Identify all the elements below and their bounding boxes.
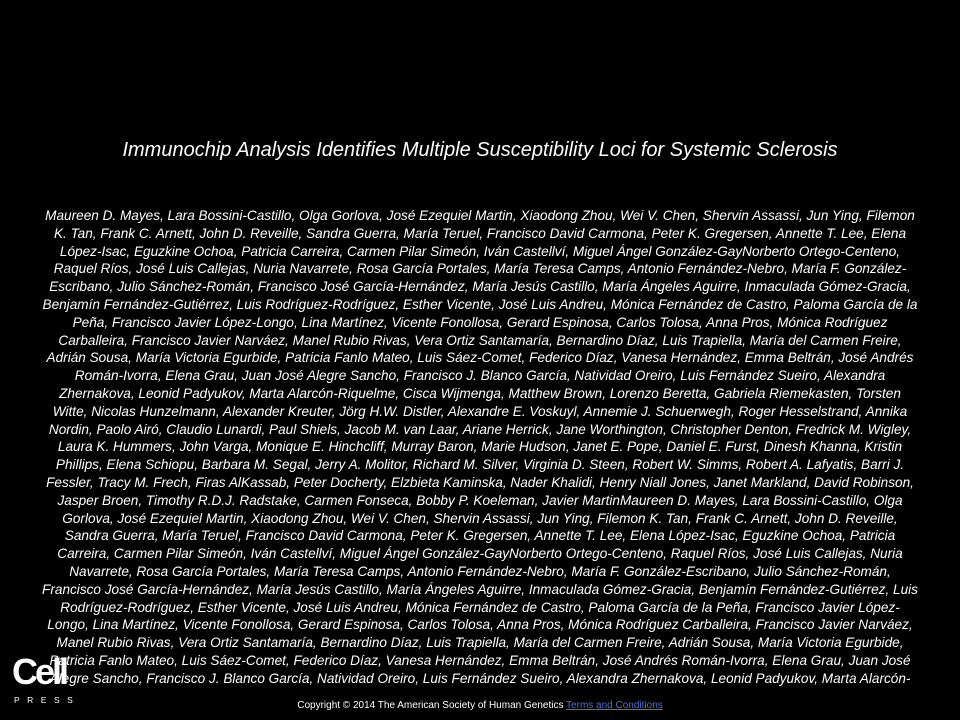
- footer: [0, 700, 960, 712]
- press-logo-word: PRESS: [14, 695, 81, 705]
- slide-title: Immunochip Analysis Identifies Multiple Susceptibility Loci for Systemic Sclerosis: [122, 139, 838, 161]
- copyright-text: Copyright © 2014 The American Society of Human Genetics: [297, 700, 567, 711]
- terms-link[interactable]: Terms and Conditions: [566, 700, 663, 711]
- author-list: Maureen D. Mayes, Lara Bossini-Castillo, Olga Gorlova, José Ezequiel Martin, Xiaodong Zhou, Wei V. Chen, Shervin Assassi, Jun Ying, Filemon K. Tan, Frank C. Arnett, John D. Reveille, Sandra Guerra, María Teruel, Francisco David Carmona, Peter K. Gregersen, Annette T. Lee, Elena López-Isac, Eguzkine Ochoa, Patricia Carreira, Carmen Pilar Simeón, Iván Castellví, Miguel Ángel González-GayNorberto Ortego-Centeno, Raquel Ríos, José Luis Callejas, Nuria Navarrete, Rosa García Portales, María Teresa Camps, Antonio Fernández-Nebro, María F. González-Escribano, Julio Sánchez-Román, Francisco José García-Hernández, María Jesús Castillo, María Ángeles Aguirre, Inmaculada Gómez-Gracia, Benjamín Fernández-Gutiérrez, Luis Rodríguez-Rodríguez, Esther Vicente, José Luis Andreu, Mónica Fernández de Castro, Paloma García de la Peña, Francisco Javier López-Longo, Lina Martínez, Vicente Fonollosa, Gerard Espinosa, Carlos Tolosa, Anna Pros, Mónica Rodríguez Carballeira, Francisco Javier Narváez, Manel Rubio Rivas, Vera Ortiz Santamaría, Bernardino Díaz, Luis Trapiella, María del Carmen Freire, Adrián Sousa, María Victoria Egurbide, Patricia Fanlo Mateo, Luis Sáez-Comet, Federico Díaz, Vanesa Hernández, Emma Beltrán, José Andrés Román-Ivorra, Elena Grau, Juan José Alegre Sancho, Francisco J. Blanco García, Natividad Oreiro, Luis Fernández Sueiro, Alexandra Zhernakova, Leonid Padyukov, Marta Alarcón-Riquelme, Cisca Wijmenga, Matthew Brown, Lorenzo Beretta, Gabriela Riemekasten, Torsten Witte, Nicolas Hunzelmann, Alexander Kreuter, Jörg H.W. Distler, Alexandre E. Voskuyl, Annemie J. Schuerwegh, Roger Hesselstrand, Annika Nordin, Paolo Airó, Claudio Lunardi, Paul Shiels, Jacob M. van Laar, Ariane Herrick, Jane Worthington, Christopher Denton, Fredrick M. Wigley, Laura K. Hummers, John Varga, Monique E. Hinchcliff, Murray Baron, Marie Hudson, Janet E. Pope, Daniel E. Furst, Dinesh Khanna, Kristin Phillips, Elena Schiopu, Barbara M. Segal, Jerry A. Molitor, Richard M. Silver, Virginia D. Steen, Robert W. Simms, Robert A. Lafyatis, Barri J. Fessler, Tracy M. Frech, Firas AlKassab, Peter Docherty, Elzbieta Kaminska, Nader Khalidi, Henry Niall Jones, Janet Markland, David Robinson, Jasper Broen, Timothy R.D.J. Radstake, Carmen Fonseca, Bobby P. Koeleman, Javier MartinMaureen D. Mayes, Lara Bossini-Castillo, Olga Gorlova, José Ezequiel Martin, Xiaodong Zhou, Wei V. Chen, Shervin Assassi, Jun Ying, Filemon K. Tan, Frank C. Arnett, John D. Reveille, Sandra Guerra, María Teruel, Francisco David Carmona, Peter K. Gregersen, Annette T. Lee, Elena López-Isac, Eguzkine Ochoa, Patricia Carreira, Carmen Pilar Simeón, Iván Castellví, Miguel Ángel González-GayNorberto Ortego-Centeno, Raquel Ríos, José Luis Callejas, Nuria Navarrete, Rosa García Portales, María Teresa Camps, Antonio Fernández-Nebro, María F. González-Escribano, Julio Sánchez-Román, Francisco José García-Hernández, María Jesús Castillo, María Ángeles Aguirre, Inmaculada Gómez-Gracia, Benjamín Fernández-Gutiérrez, Luis Rodríguez-Rodríguez, Esther Vicente, José Luis Andreu, Mónica Fernández de Castro, Paloma García de la Peña, Francisco Javier López-Longo, Lina Martínez, Vicente Fonollosa, Gerard Espinosa, Carlos Tolosa, Anna Pros, Mónica Rodríguez Carballeira, Francisco Javier Narváez, Manel Rubio Rivas, Vera Ortiz Santamaría, Bernardino Díaz, Luis Trapiella, María del Carmen Freire, Adrián Sousa, María Victoria Egurbide, Patricia Fanlo Mateo, Luis Sáez-Comet, Federico Díaz, Vanesa Hernández, Emma Beltrán, José Andrés Román-Ivorra, Elena Grau, Juan José Alegre Sancho, Francisco J. Blanco García, Natividad Oreiro, Luis Fernández Sueiro, Alexandra Zhernakova, Leonid Padyukov, Marta Alarcón-: [42, 208, 918, 686]
- cell-logo-word: Cell: [12, 651, 67, 692]
